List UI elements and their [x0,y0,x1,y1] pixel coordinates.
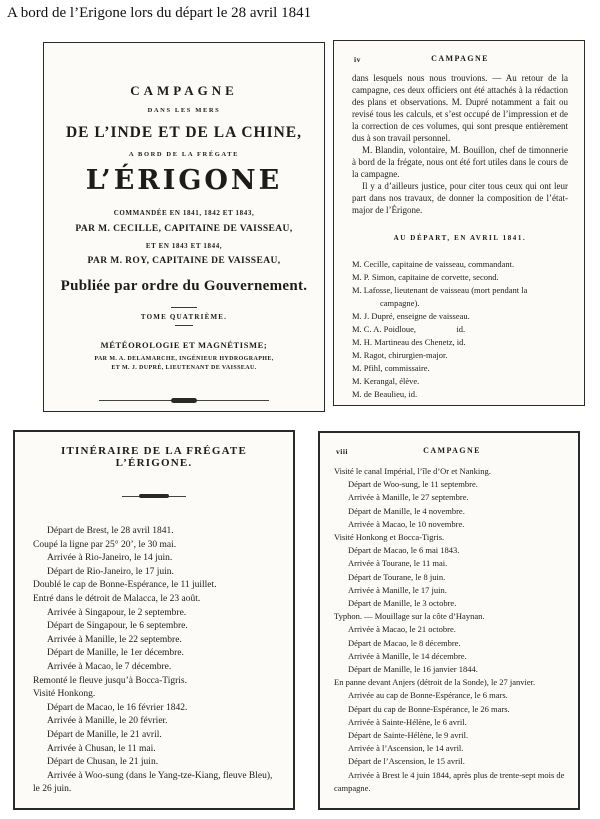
itinerary-entry: Départ de Chusan, le 21 juin. [47,757,159,768]
itinerary-entry: Entré dans le détroit de Malacca, le 23 août. [33,593,201,604]
caption: A bord de l’Erigone lors du départ le 28 avril 1841 [7,5,312,21]
itinerary-entry: Arrivée à Singapour, le 2 septembre. [47,607,187,618]
divider-rule [171,307,197,308]
itinerary-page-1-image [13,430,295,810]
itinerary-entry: Départ de Manille, le 1er décembre. [47,648,184,659]
volume-line: TOME QUATRIÈME. [140,313,228,321]
itinerary-entry: Arrivée à l’Ascension, le 14 avril. [348,743,464,754]
itinerary-entry: Arrivée à Chusan, le 11 mai. [47,743,156,754]
series-title: CAMPAGNE [130,83,238,98]
itinerary-entry: Départ de Tourane, le 8 juin. [348,571,446,582]
itinerary-entry: Départ de Sainte-Hélène, le 9 avril. [348,730,469,741]
ship-title: L’ÉRIGONE [85,165,283,196]
itinerary-entries [334,465,570,795]
itinerary-entry: Départ de Manille, le 21 avril. [47,729,162,740]
itinerary-entry: Visité Honkong. [33,689,96,700]
commanded-line-2: ET EN 1843 ET 1844, [145,242,223,250]
officer-entry: M. Kerangal, élève. [352,376,420,386]
itinerary-entry: Doublé le cap de Bonne-Espérance, le 11 juillet. [33,580,217,591]
ornament-core-icon [171,398,197,403]
captain-line-1: PAR M. CECILLE, CAPITAINE DE VAISSEAU, [75,224,293,234]
page-number: viii [336,447,349,456]
itinerary-entry: Coupé la ligne par 25° 20’, le 30 mai. [33,539,177,550]
itinerary-entry: Arrivée à Sainte-Hélène, le 6 avril. [348,716,467,727]
itinerary-entry: Arrivée à Macao, le 10 novembre. [348,518,465,529]
itinerary-entry: En panne devant Anjers (détroit de la Sonde), le 27 janvier. [334,677,536,688]
itinerary-entry: Départ de Brest, le 28 avril 1841. [47,526,174,536]
itinerary-entry: Départ de Manille, le 3 octobre. [348,598,457,609]
officers-list [352,258,568,401]
series-subtitle: DANS LES MERS [147,107,221,114]
itinerary-entry: Arrivée au cap de Bonne-Espérance, le 6 mars. [348,690,508,701]
frigate-subtitle: A BORD DE LA FRÉGATE [128,151,240,158]
itinerary-heading: ITINÉRAIRE DE LA FRÉGATE L’ÉRIGONE. [61,445,247,469]
itinerary-entry: Visité Honkong et Bocca-Tigris. [334,532,445,543]
ornament-divider [122,493,186,499]
preface-page-image [333,40,585,406]
commanded-line-1: COMMANDÉE EN 1841, 1842 ET 1843, [113,209,255,217]
itinerary-entry: Arrivée à Rio-Janeiro, le 14 juin. [47,553,173,564]
itinerary-entry: Arrivée à Macao, le 7 décembre. [47,661,172,672]
itinerary-entries [33,525,275,797]
subject-line: MÉTÉOROLOGIE ET MAGNÉTISME; [100,340,268,350]
officer-entry: M. Pfihl, commissaire. [352,363,430,373]
officer-entry: M. P. Simon, capitaine de corvette, second. [352,272,499,282]
running-header: CAMPAGNE [423,446,481,455]
itinerary-entry: Départ de l’Ascension, le 15 avril. [348,756,465,767]
itinerary-entry: Départ de Macao, le 8 décembre. [348,637,461,648]
officer-entry: M. Lafosse, lieutenant de vaisseau (mort pendant la campagne). [352,285,528,308]
running-header: CAMPAGNE [431,54,489,63]
itinerary-entry: Arrivée à Manille, le 22 septembre. [47,634,182,645]
officer-entry: M. H. Martineau des Chenetz, id. [352,337,466,347]
authors-line-2: ET M. J. DUPRÉ, LIEUTENANT DE VAISSEAU. [111,365,257,371]
preface-paragraphs [352,72,568,216]
itinerary-entry: Arrivée à Manille, le 27 septembre. [348,492,469,503]
title-page-image [43,42,325,412]
itinerary-entry: Arrivée à Manille, le 14 décembre. [348,650,467,661]
itinerary-entry: Départ de Manille, le 4 novembre. [348,505,465,516]
itinerary-entry: Arrivée à Manille, le 20 février. [47,716,168,727]
publisher-line: Publiée par ordre du Gouvernement. [60,278,308,294]
ornament-divider [99,397,269,403]
itinerary-entry: Départ du cap de Bonne-Espérance, le 26 mars. [348,703,510,714]
paragraph: Il y a d’ailleurs justice, pour citer tous ceux qui ont leur part dans nos travaux, de donner la composition de l’état-major de l’Érigone. [352,181,568,215]
authors-line-1: PAR M. A. DELAMARCHE, INGÉNIEUR HYDROGRAPHE, [94,356,274,362]
officer-entry: M. Cecille, capitaine de vaisseau, commandant. [352,259,515,269]
itinerary-entry: Départ de Macao, le 6 mai 1843. [348,545,460,556]
itinerary-entry: Visité le canal Impérial, l’île d’Or et Nanking. [334,466,491,476]
itinerary-entry: Remonté le fleuve jusqu’à Bocca-Tigris. [33,675,187,686]
itinerary-entry: Départ de Singapour, le 6 septembre. [47,621,188,632]
paragraph: M. Blandin, volontaire, M. Bouillon, chef de timonnerie à bord de la frégate, nous ont été fort utiles dans le cours de la campagne. [352,145,568,179]
itinerary-entry: Arrivée à Woo-sung (dans le Yang-tze-Kiang, fleuve Bleu), le 26 juin. [33,770,273,795]
officer-entry: M. C. A. Poidloue, id. [352,324,466,334]
itinerary-entry: Arrivée à Manille, le 17 juin. [348,584,447,595]
section-heading: AU DÉPART, EN AVRIL 1841. [393,234,527,242]
itinerary-entry: Arrivée à Brest le 4 juin 1844, après plus de trente-sept mois de campagne. [334,769,565,793]
captain-line-2: PAR M. ROY, CAPITAINE DE VAISSEAU, [87,256,281,266]
divider-rule [175,325,193,326]
itinerary-entry: Départ de Rio-Janeiro, le 17 juin. [47,566,174,577]
main-title: DE L’INDE ET DE LA CHINE, [65,124,303,141]
itinerary-entry: Départ de Woo-sung, le 11 septembre. [348,479,478,490]
itinerary-entry: Départ de Macao, le 16 février 1842. [47,702,188,713]
officer-entry: M. Ragot, chirurgien-major. [352,350,448,360]
itinerary-page-2-image [318,431,580,810]
ornament-core-icon [139,494,169,499]
page-number: iv [354,55,361,64]
running-head [334,446,570,456]
officer-entry: M. J. Dupré, enseigne de vaisseau. [352,311,470,321]
itinerary-entry: Départ de Manille, le 16 janvier 1844. [348,664,478,675]
itinerary-entry: Arrivée à Macao, le 21 octobre. [348,624,456,635]
paragraph: dans lesquels nous nous trouvions. — Au retour de la campagne, ces deux officiers ont été attachés à la rédaction des plans et observations. M. Dupré notamment a fait ou revisé tous les calculs, et s’est occupé de l’impression et de la correction de ces volumes, qui sont presque entièrement dus à son travail personnel. [352,73,568,143]
running-head [352,54,568,64]
officer-entry: M. de Beaulieu, id. [352,389,418,399]
itinerary-entry: Typhon. — Mouillage sur la côte d’Haynan. [334,611,485,622]
itinerary-entry: Arrivée à Tourane, le 11 mai. [348,558,448,569]
